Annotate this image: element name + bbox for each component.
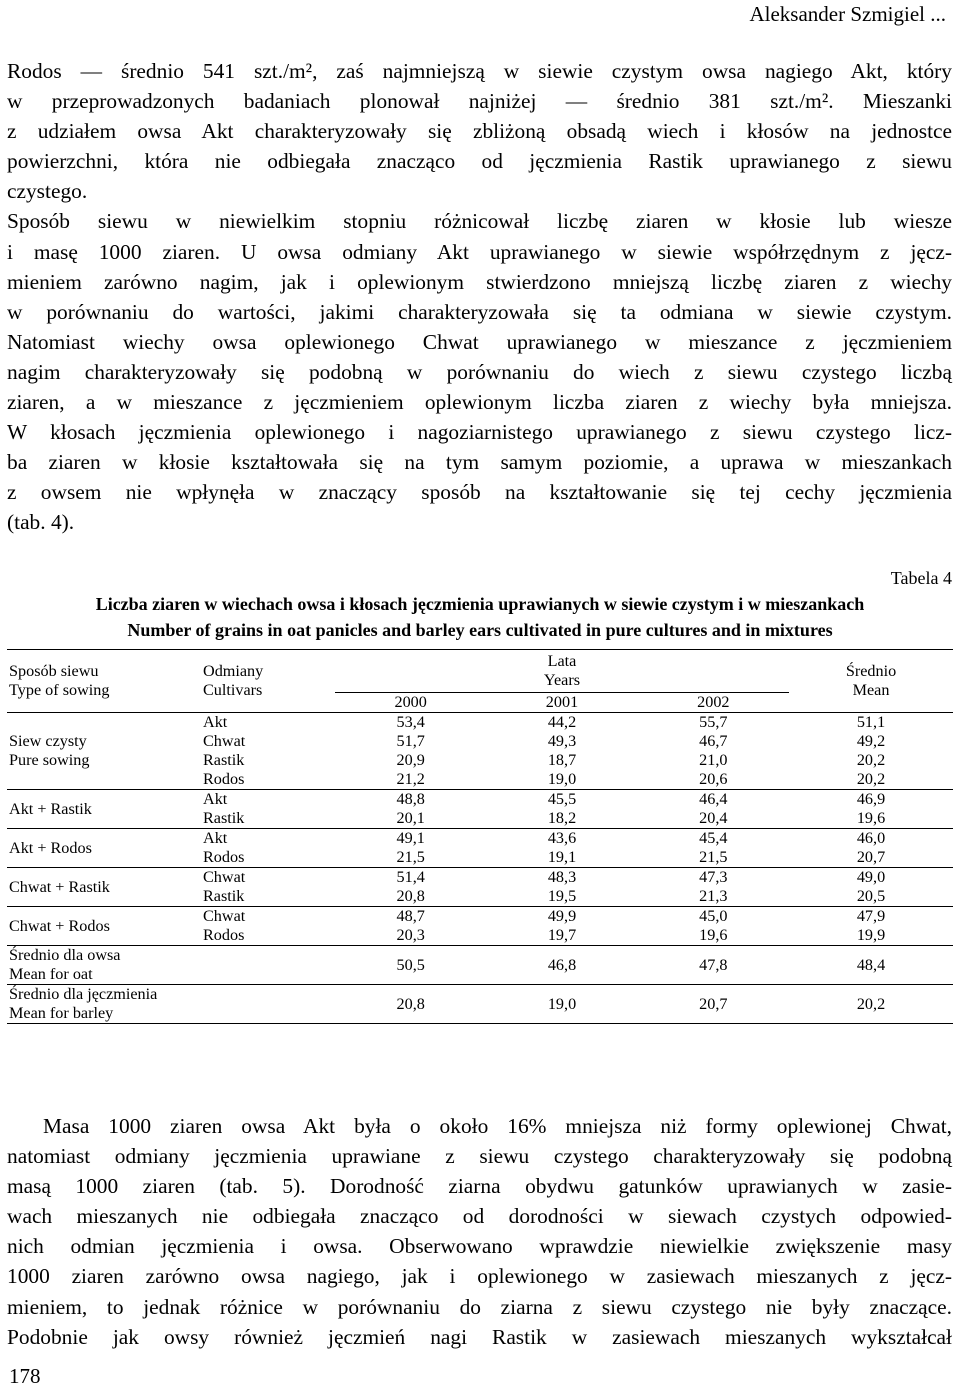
text-line: i masę 1000 ziaren. U owsa odmiany Akt uprawianego w siewie współrzędnym z jęcz- bbox=[7, 239, 952, 264]
body-text-bottom bbox=[7, 1111, 952, 1352]
cultivar-cell: Chwat bbox=[203, 868, 246, 886]
value-cell: 21,5 bbox=[638, 848, 789, 868]
value-cell: 51,7 bbox=[396, 732, 425, 750]
mean-cell: 49,2 bbox=[856, 732, 886, 750]
cultivar-cell: Rodos bbox=[201, 926, 335, 946]
barley-mean-row bbox=[7, 985, 953, 1024]
value-cell: 49,3 bbox=[547, 732, 577, 750]
table-row bbox=[7, 868, 953, 888]
cultivar-cell: Rastik bbox=[201, 887, 335, 907]
header-sowing-pl: Sposób siewu bbox=[9, 662, 99, 680]
value-cell: 48,3 bbox=[547, 868, 577, 886]
value-cell: 21,5 bbox=[335, 848, 486, 868]
value-cell: 19,5 bbox=[486, 887, 637, 907]
sowing-cell: Chwat + Rastik bbox=[7, 868, 201, 907]
oat-mean-row bbox=[7, 946, 953, 985]
mean-cell: 19,9 bbox=[789, 926, 953, 946]
value-cell: 20,9 bbox=[396, 751, 425, 769]
text-line: nich odmian jęczmienia i owsa. Obserwowano wprawdzie niewielkie zwiększenie masy bbox=[7, 1234, 952, 1259]
text-line: w porównaniu do wartości, jakimi charakteryzowała się ta odmiana w siewie czystym. bbox=[7, 299, 952, 324]
value-cell: 19,7 bbox=[486, 926, 637, 946]
value-cell: 20,3 bbox=[335, 926, 486, 946]
text-line: z udziałem owsa Akt charakteryzowały się zbliżoną obsadą wiech i kłosów na jednostce bbox=[7, 119, 952, 144]
mean-cell: 47,9 bbox=[856, 907, 886, 925]
table-row bbox=[7, 713, 953, 733]
value-cell: 20,7 bbox=[638, 985, 789, 1024]
cultivar-cell: Akt bbox=[203, 790, 228, 808]
header-mean-pl: Średnio bbox=[845, 662, 897, 680]
value-cell: 19,6 bbox=[638, 926, 789, 946]
mean-cell: 20,5 bbox=[789, 887, 953, 907]
body-text-top bbox=[7, 56, 952, 538]
cultivar-cell: Chwat bbox=[203, 907, 246, 925]
sowing-cell: Akt + Rastik bbox=[7, 790, 201, 829]
cultivar-cell: Akt bbox=[203, 829, 228, 847]
value-cell: 48,7 bbox=[396, 907, 425, 925]
sowing-pure bbox=[7, 713, 201, 790]
value-cell: 45,5 bbox=[547, 790, 577, 808]
year-2001: 2001 bbox=[486, 693, 637, 713]
value-cell: 43,6 bbox=[547, 829, 577, 847]
value-cell: 18,7 bbox=[547, 751, 577, 769]
value-cell: 46,4 bbox=[699, 790, 728, 808]
page-number: 178 bbox=[9, 1364, 41, 1388]
value-cell: 44,2 bbox=[547, 713, 577, 731]
running-head: Aleksander Szmigiel ... bbox=[749, 2, 946, 26]
sowing-cell: Chwat + Rodos bbox=[7, 907, 201, 946]
mean-cell: 51,1 bbox=[856, 713, 886, 731]
mean-cell: 20,2 bbox=[789, 985, 953, 1024]
mean-cell: 46,9 bbox=[856, 790, 886, 808]
text-line: W kłosach jęczmienia oplewionego i nagoziarnistego uprawianego z siewu czystego licz- bbox=[7, 420, 952, 445]
table-row bbox=[7, 907, 953, 927]
barley-mean-label bbox=[7, 985, 201, 1024]
sowing-cell: Akt + Rodos bbox=[7, 829, 201, 868]
header-sowing-en: Type of sowing bbox=[9, 681, 110, 699]
empty-cell bbox=[201, 946, 335, 985]
cultivar-cell: Rastik bbox=[203, 751, 245, 769]
mean-cell: 20,7 bbox=[789, 848, 953, 868]
value-cell: 46,8 bbox=[486, 946, 637, 985]
mean-cell: 46,0 bbox=[856, 829, 886, 847]
table-row bbox=[7, 790, 953, 810]
header-years-pl: Lata bbox=[547, 652, 577, 670]
header-mean-en: Mean bbox=[852, 681, 890, 699]
text-line: z owsem nie wpłynęła w znaczący sposób na kształtowanie się tej cechy jęczmienia bbox=[7, 480, 952, 505]
text-line: natomiast odmiany jęczmienia uprawiane z siewu czystego charakteryzowały się podobną bbox=[7, 1144, 952, 1169]
grain-count-table bbox=[7, 649, 953, 1024]
text-line: masą 1000 ziaren (tab. 5). Dorodność ziarna obydwu gatunków uprawianych w zasie- bbox=[7, 1174, 952, 1199]
value-cell: 18,2 bbox=[486, 809, 637, 829]
header-mean bbox=[789, 650, 953, 713]
table-title-pl: Liczba ziaren w wiechach owsa i kłosach jęczmienia uprawianych w siewie czystym i w mieszankach bbox=[95, 594, 865, 614]
text-line: ziaren, a w mieszance z jęczmieniem oplewionym liczba ziaren z wiechy była mniejsza. bbox=[7, 390, 952, 415]
value-cell: 50,5 bbox=[335, 946, 486, 985]
cultivar-cell: Rodos bbox=[201, 770, 335, 790]
text-line: 1000 ziaren zarówno owsa nagiego, jak i oplewionego w zasiewach mieszanych z jęcz- bbox=[7, 1264, 952, 1289]
value-cell: 21,2 bbox=[335, 770, 486, 790]
value-cell: 19,0 bbox=[486, 985, 637, 1024]
cultivar-cell: Chwat bbox=[203, 732, 246, 750]
value-cell: 47,3 bbox=[699, 868, 728, 886]
value-cell: 45,4 bbox=[699, 829, 728, 847]
year-2002: 2002 bbox=[638, 693, 789, 713]
header-cultivars-pl: Odmiany bbox=[203, 662, 264, 680]
sowing-pure-en: Pure sowing bbox=[9, 751, 90, 769]
oat-mean-label bbox=[7, 946, 201, 985]
text-line: ba ziaren w kłosie kształtowała się na tym samym poziomie, a uprawa w mieszankach bbox=[7, 450, 952, 475]
header-years bbox=[335, 650, 789, 693]
mean-cell: 19,6 bbox=[789, 809, 953, 829]
value-cell: 55,7 bbox=[699, 713, 728, 731]
text-line: czystego. bbox=[7, 179, 88, 204]
header-years-en: Years bbox=[543, 671, 581, 689]
value-cell: 20,8 bbox=[335, 985, 486, 1024]
text-line: Rodos — średnio 541 szt./m², zaś najmniejszą w siewie czystym owsa nagiego Akt, który bbox=[7, 59, 952, 83]
value-cell: 49,1 bbox=[396, 829, 425, 847]
text-line: wach mieszanych nie odbiegała znacząco od dorodności w siewach czystych odpowied- bbox=[7, 1204, 952, 1229]
text-line: mieniem, to jednak różnice w porównaniu do ziarna z siewu czystego nie były znaczące. bbox=[7, 1294, 952, 1319]
header-cultivars bbox=[201, 650, 335, 713]
value-cell: 47,8 bbox=[638, 946, 789, 985]
value-cell: 20,6 bbox=[638, 770, 789, 790]
oat-mean-label-pl: Średnio dla owsa bbox=[9, 946, 121, 964]
value-cell: 48,8 bbox=[396, 790, 425, 808]
table-row bbox=[7, 829, 953, 849]
mean-cell: 20,2 bbox=[856, 751, 886, 769]
value-cell: 51,4 bbox=[396, 868, 425, 886]
text-line: mieniem zarówno nagim, jak i oplewionym stwierdzono mniejszą liczbę ziaren z wiechy bbox=[7, 269, 952, 294]
header-sowing bbox=[7, 650, 201, 713]
value-cell: 21,0 bbox=[699, 751, 728, 769]
table-header-row bbox=[7, 650, 953, 693]
text-line: (tab. 4). bbox=[7, 510, 75, 535]
text-line: w przeprowadzonych badaniach plonował najniżej — średnio 381 szt./m². Mieszanki bbox=[7, 89, 952, 114]
value-cell: 46,7 bbox=[699, 732, 728, 750]
text-line: nagim charakteryzowały się podobną w porównaniu do wiech z siewu czystego liczbą bbox=[7, 359, 952, 384]
cultivar-cell: Akt bbox=[203, 713, 228, 731]
mean-cell: 20,2 bbox=[789, 770, 953, 790]
cultivar-cell: Rastik bbox=[201, 809, 335, 829]
table-title-en: Number of grains in oat panicles and barley ears cultivated in pure cultures and in mixtures bbox=[127, 620, 833, 640]
table-label: Tabela 4 bbox=[890, 568, 952, 588]
text-line: Masa 1000 ziaren owsa Akt była o około 16% mniejsza niż formy oplewionej Chwat, bbox=[43, 1114, 952, 1138]
value-cell: 20,8 bbox=[335, 887, 486, 907]
value-cell: 45,0 bbox=[699, 907, 728, 925]
sowing-pure-pl: Siew czysty bbox=[9, 732, 87, 750]
header-cultivars-en: Cultivars bbox=[203, 681, 263, 699]
text-line: Natomiast wiechy owsa oplewionego Chwat uprawianego w mieszance z jęczmieniem bbox=[7, 329, 952, 354]
value-cell: 19,0 bbox=[486, 770, 637, 790]
value-cell: 49,9 bbox=[547, 907, 577, 925]
text-line: Podobnie jak owsy również jęczmień nagi Rastik w zasiewach mieszanych wykształcał bbox=[7, 1324, 952, 1349]
text-line: powierzchni, która nie odbiegała znacząco od jęczmienia Rastik uprawianego z siewu bbox=[7, 149, 952, 174]
mean-cell: 49,0 bbox=[856, 868, 886, 886]
barley-mean-label-en: Mean for barley bbox=[9, 1004, 114, 1022]
value-cell: 19,1 bbox=[486, 848, 637, 868]
oat-mean-label-en: Mean for oat bbox=[9, 965, 93, 983]
value-cell: 53,4 bbox=[396, 713, 425, 731]
value-cell: 20,1 bbox=[335, 809, 486, 829]
value-cell: 21,3 bbox=[638, 887, 789, 907]
cultivar-cell: Rodos bbox=[201, 848, 335, 868]
text-line: Sposób siewu w niewielkim stopniu różnicował liczbę ziaren w kłosie lub wiesze bbox=[7, 209, 952, 234]
mean-cell: 48,4 bbox=[789, 946, 953, 985]
barley-mean-label-pl: Średnio dla jęczmienia bbox=[9, 985, 158, 1003]
year-2000: 2000 bbox=[335, 693, 486, 713]
empty-cell bbox=[201, 985, 335, 1024]
value-cell: 20,4 bbox=[638, 809, 789, 829]
